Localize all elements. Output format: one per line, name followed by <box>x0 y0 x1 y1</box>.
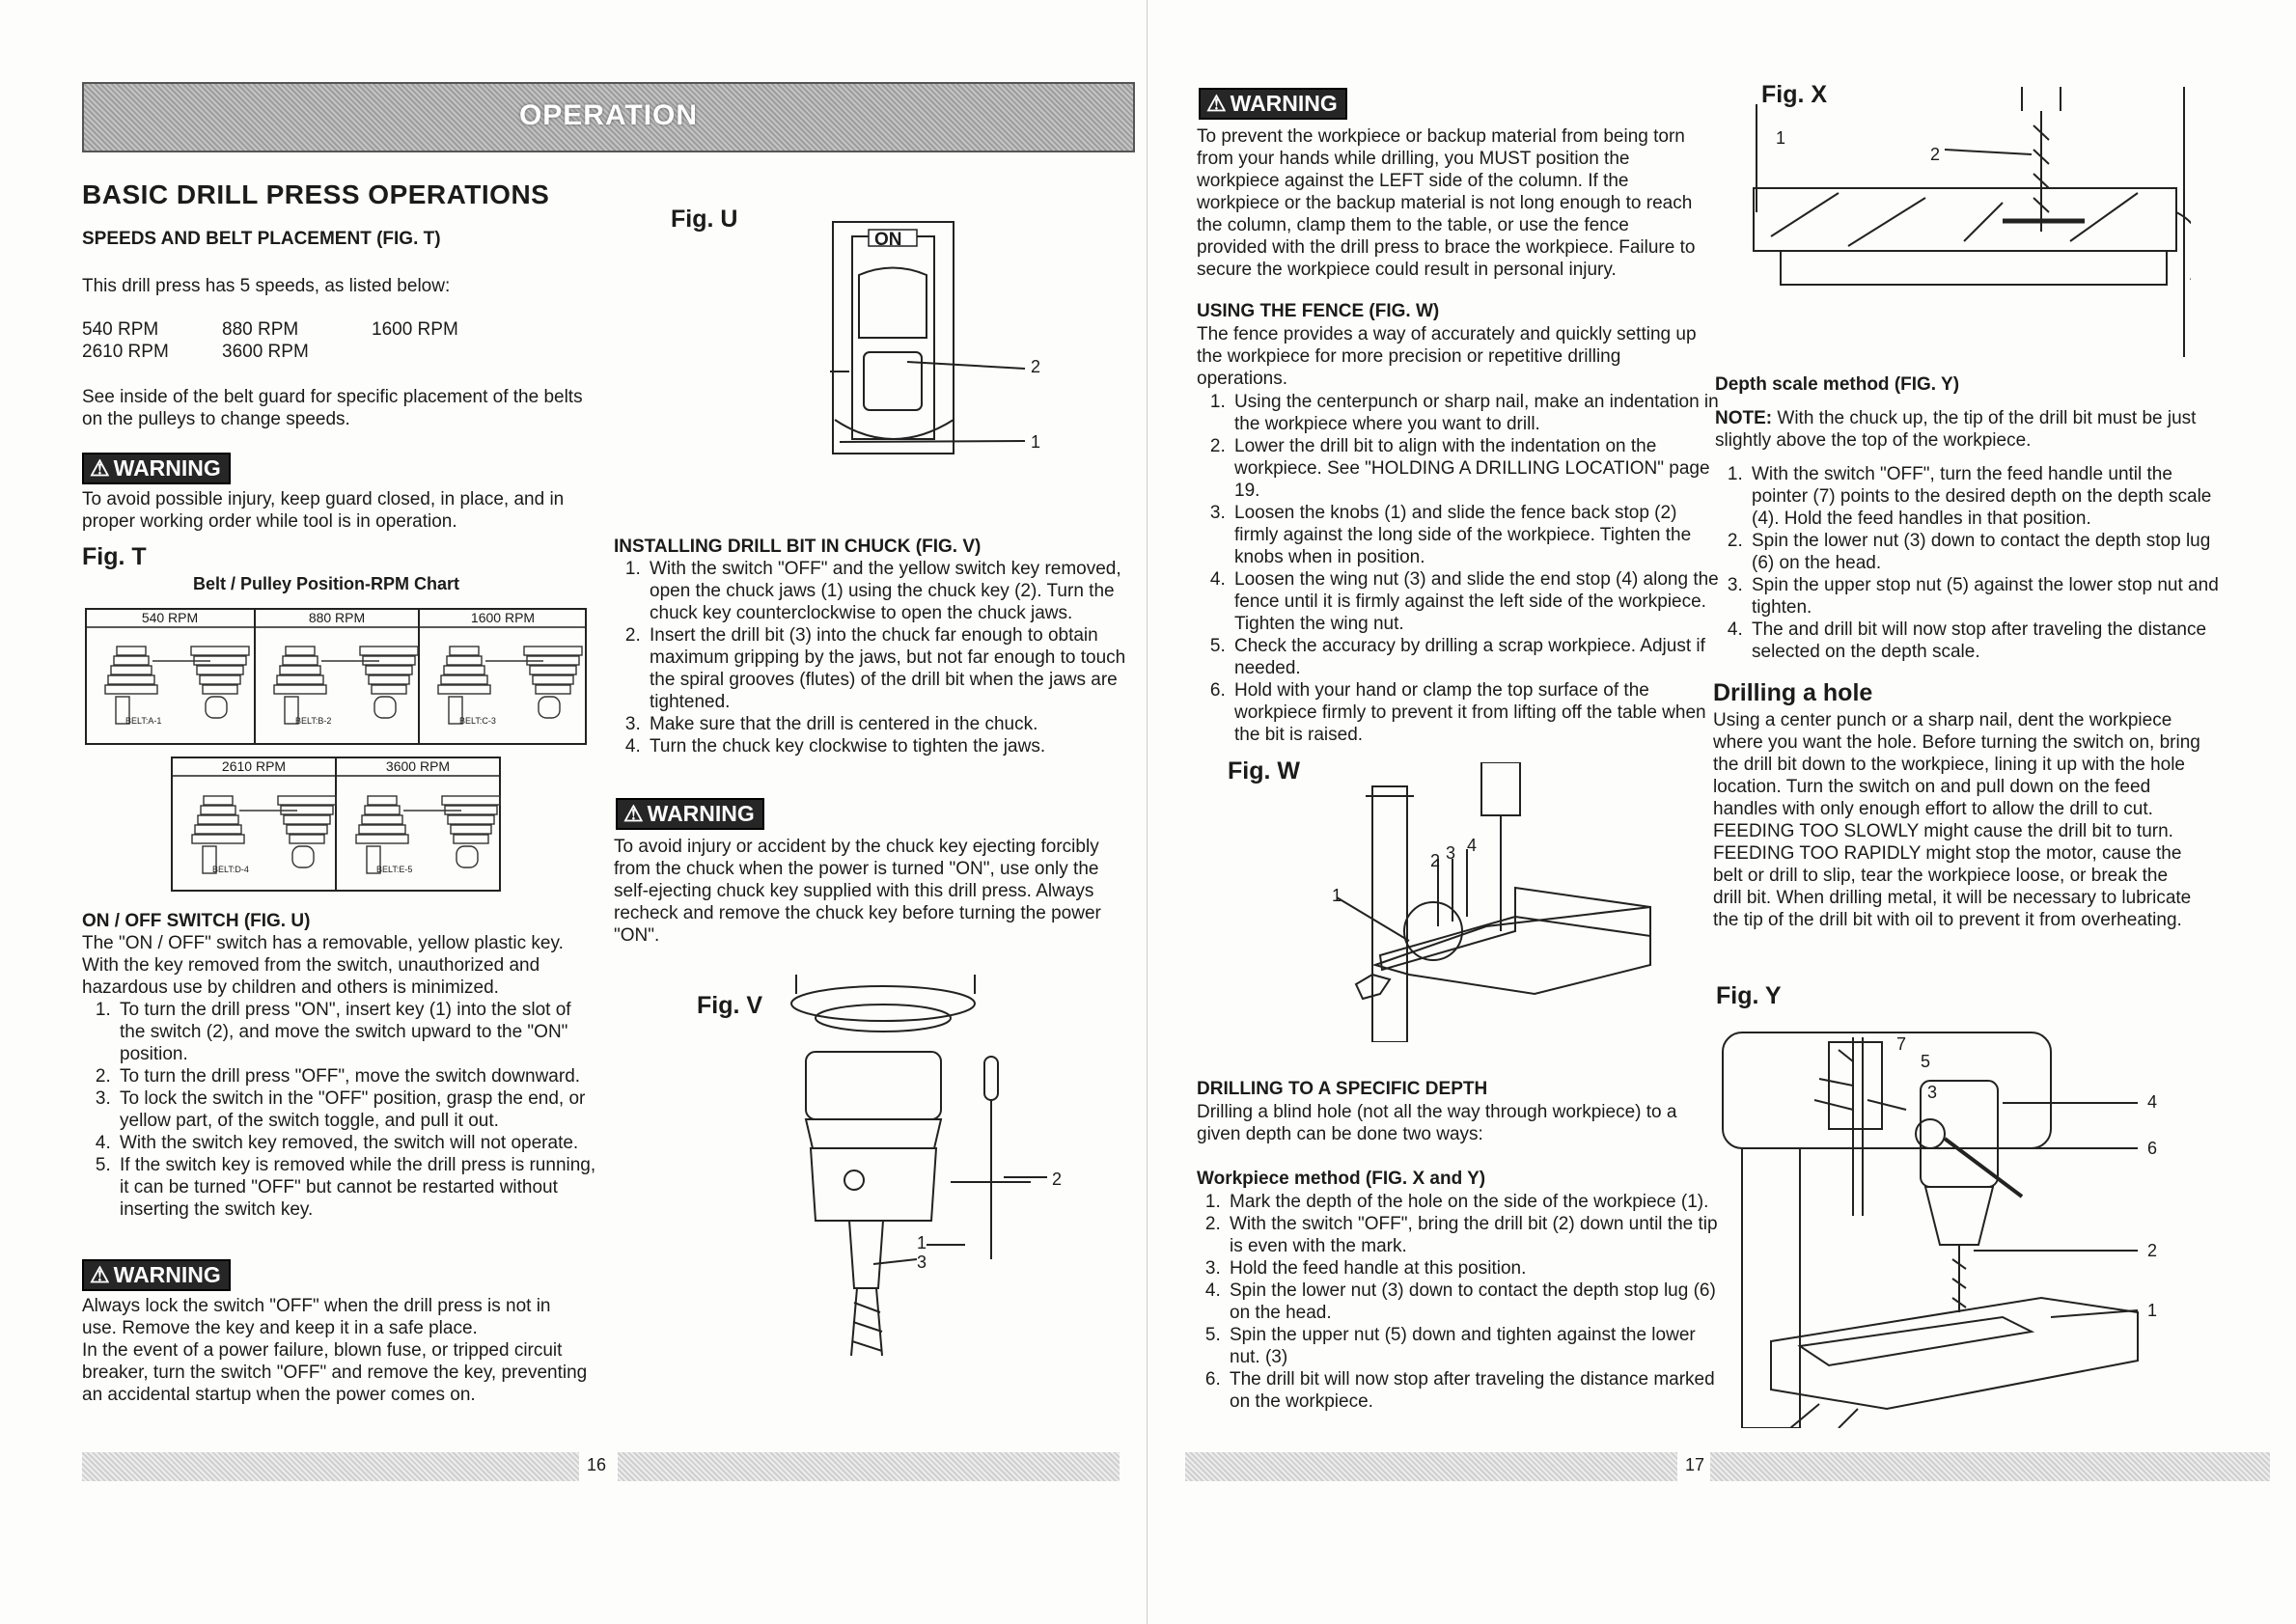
fig-y-label: Fig. Y <box>1716 982 1782 1009</box>
callout: 1 <box>1332 886 1342 905</box>
list-item: 1. Mark the depth of the hole on the side of the workpiece (1). <box>1226 1191 1718 1213</box>
depth-scale-steps <box>1715 463 2230 663</box>
list-item: 1. With the switch "OFF" and the yellow switch key removed, open the chuck jaws (1) using the chuck key (2). Turn the chuck key counterclockwise to open the chuck jaws. <box>646 558 1148 624</box>
list-item: 6. The drill bit will now stop after traveling the distance marked on the workpiece. <box>1226 1368 1718 1413</box>
page-number: 16 <box>587 1455 607 1474</box>
callout: 2 <box>1930 145 1941 164</box>
chart-title: Belt / Pulley Position-RPM Chart <box>193 574 460 593</box>
warning-label: WARNING <box>113 455 221 481</box>
warning-badge <box>82 1259 231 1291</box>
chart-belt-label: BELT:B-2 <box>295 716 332 726</box>
warning-icon: ⚠ <box>1206 91 1227 116</box>
fig-u-label: Fig. U <box>671 206 738 233</box>
list-item: 4. With the switch key removed, the switch will not operate. <box>116 1132 598 1154</box>
belt-pulley-chart <box>85 608 587 893</box>
speed-value: 540 RPM <box>82 319 159 340</box>
warning-text-part: In the event of a power failure, blown fuse, or tripped circuit breaker, turn the switch "OFF" and remove the key, preventing an accidental startup when the power comes on. <box>82 1340 588 1405</box>
section-title: BASIC DRILL PRESS OPERATIONS <box>82 179 550 209</box>
operation-header <box>82 82 1135 152</box>
fig-x-label: Fig. X <box>1761 81 1828 108</box>
list-item: 3. Make sure that the drill is centered in the chuck. <box>646 713 1148 735</box>
warning-label: WARNING <box>647 801 755 826</box>
onoff-steps <box>82 999 598 1221</box>
chart-rpm-label: 880 RPM <box>308 610 366 625</box>
footer-band <box>82 1452 579 1481</box>
page-fold <box>1147 0 1148 1624</box>
onoff-intro: The "ON / OFF" switch has a removable, yellow plastic key. With the key removed from the switch, unauthorized and hazardous use by children and others is minimized. <box>82 933 564 998</box>
fence-steps <box>1197 391 1723 746</box>
warning-text: To avoid injury or accident by the chuck key ejecting forcibly from the chuck when the power is turned "ON", use only the self-ejecting chuck key supplied with this drill press. Always recheck and remove the chuck key before turning the power "ON". <box>614 837 1101 946</box>
list-item: 2. Spin the lower nut (3) down to contact the depth stop lug (6) on the head. <box>1748 530 2230 574</box>
fence-intro: The fence provides a way of accurately and quickly setting up the workpiece for more precision or repetitive drilling operations. <box>1197 324 1697 389</box>
list-item: 5. If the switch key is removed while the drill press is running, it can be turned "OFF" but cannot be restarted without inserting the switch key. <box>116 1154 598 1221</box>
chart-belt-label: BELT:A-1 <box>125 716 162 726</box>
list-item: 2. With the switch "OFF", bring the drill bit (2) down until the tip is even with the mark. <box>1226 1213 1718 1257</box>
chart-rpm-label: 1600 RPM <box>470 610 536 625</box>
operation-title: OPERATION <box>518 99 699 131</box>
warning-text: To avoid possible injury, keep guard closed, in place, and in proper working order while tool is in operation. <box>82 489 565 532</box>
list-item: 3. Spin the upper stop nut (5) against the lower stop nut and tighten. <box>1748 574 2230 619</box>
chart-belt-label: BELT:C-3 <box>459 716 496 726</box>
list-item: 1. To turn the drill press "ON", insert key (1) into the slot of the switch (2), and move the switch upward to the "ON" position. <box>116 999 598 1065</box>
warning-icon: ⚠ <box>90 455 110 481</box>
callout: 2 <box>1031 357 1041 376</box>
note-body: With the chuck up, the tip of the drill bit must be just slightly above the top of the workpiece. <box>1715 408 2197 451</box>
warning-badge <box>82 453 231 484</box>
callout: 3 <box>1446 843 1456 863</box>
list-item: 3. To lock the switch in the "OFF" position, grasp the end, or yellow part, of the switch toggle, and pull it out. <box>116 1087 598 1132</box>
footer-band <box>1710 1452 2270 1481</box>
list-item: 3. Loosen the knobs (1) and slide the fence back stop (2) firmly against the long side of the workpiece. Tighten the knobs when in position. <box>1231 502 1723 568</box>
list-item: 1. With the switch "OFF", turn the feed handle until the pointer (7) points to the desired depth on the depth scale (4). Hold the feed handles in that position. <box>1748 463 2230 530</box>
fig-x-workpiece-drawing <box>1752 87 2191 357</box>
list-item: 4. Loosen the wing nut (3) and slide the end stop (4) along the fence until it is firmly against the left side of the workpiece. Tighten the wing nut. <box>1231 568 1723 635</box>
callout: 2 <box>2147 1241 2158 1260</box>
callout: 4 <box>1467 836 1478 855</box>
list-item: 2. To turn the drill press "OFF", move the switch downward. <box>116 1065 598 1087</box>
fig-u-switch-drawing <box>811 217 1062 468</box>
list-item: 2. Lower the drill bit to align with the indentation on the workpiece. See "HOLDING A DRILLING LOCATION" page 19. <box>1231 435 1723 502</box>
callout: 3 <box>1927 1083 1938 1102</box>
callout: 1 <box>2147 1301 2158 1320</box>
onoff-heading: ON / OFF SWITCH (FIG. U) <box>82 911 311 931</box>
callout: 1 <box>917 1233 927 1252</box>
warning-text <box>82 1295 589 1406</box>
chart-rpm-label: 540 RPM <box>141 610 199 625</box>
speed-value: 3600 RPM <box>222 342 309 362</box>
fig-v-label: Fig. V <box>697 992 763 1019</box>
list-item: 3. Hold the feed handle at this position. <box>1226 1257 1718 1280</box>
warning-icon: ⚠ <box>90 1262 110 1287</box>
workpiece-heading: Workpiece method (FIG. X and Y) <box>1197 1169 1486 1189</box>
pulley-diagrams <box>85 608 587 893</box>
list-item: 5. Spin the upper nut (5) down and tighten against the lower nut. (3) <box>1226 1324 1718 1368</box>
chart-rpm-label: 3600 RPM <box>385 758 451 774</box>
speed-value: 1600 RPM <box>372 319 458 340</box>
callout: 7 <box>1896 1034 1907 1054</box>
chuck-steps <box>614 558 1148 757</box>
fig-w-label: Fig. W <box>1228 757 1300 784</box>
list-item: 4. Spin the lower nut (3) down to contact the depth stop lug (6) on the head. <box>1226 1280 1718 1324</box>
depth-scale-heading: Depth scale method (FIG. Y) <box>1715 374 1960 395</box>
fig-w-fence-drawing <box>1322 762 1670 1042</box>
depth-heading: DRILLING TO A SPECIFIC DEPTH <box>1197 1079 1488 1099</box>
warning-icon: ⚠ <box>623 801 644 826</box>
list-item: 5. Check the accuracy by drilling a scrap workpiece. Adjust if needed. <box>1231 635 1723 679</box>
warning-label: WARNING <box>1230 91 1338 116</box>
warning-text: To prevent the workpiece or backup material from being torn from your hands while drilling, you MUST position the workpiece against the LEFT side of the column. If the workpiece or the backup material is not long enough to reach the column, clamp them to the table, or use the fence provided with the drill press to brace the workpiece. Failure to secure the workpiece could result in personal injury. <box>1197 126 1696 280</box>
warning-label: WARNING <box>113 1262 221 1287</box>
callout: 2 <box>1430 851 1441 870</box>
fence-heading: USING THE FENCE (FIG. W) <box>1197 301 1440 321</box>
page-number: 17 <box>1685 1455 1705 1474</box>
list-item: 2. Insert the drill bit (3) into the chuck far enough to obtain maximum gripping by the jaws, but not far enough to touch the spiral grooves (flutes) of the drill bit when the jaws are tightened. <box>646 624 1148 713</box>
warning-badge <box>1199 88 1347 120</box>
speeds-intro: This drill press has 5 speeds, as listed below: <box>82 276 451 296</box>
note-text <box>1715 407 2198 452</box>
workpiece-steps <box>1197 1191 1718 1413</box>
drilling-heading: Drilling a hole <box>1713 679 1873 706</box>
warning-badge <box>616 798 764 830</box>
speeds-list <box>82 318 526 363</box>
drilling-text <box>1713 709 2200 931</box>
depth-intro: Drilling a blind hole (not all the way through workpiece) to a given depth can be done two ways: <box>1197 1102 1677 1144</box>
chuck-heading: INSTALLING DRILL BIT IN CHUCK (FIG. V) <box>614 537 982 557</box>
list-item: 1. Using the centerpunch or sharp nail, make an indentation in the workpiece where you want to drill. <box>1231 391 1723 435</box>
list-item: 4. Turn the chuck key clockwise to tighten the jaws. <box>646 735 1148 757</box>
speed-value: 880 RPM <box>222 319 299 340</box>
callout: 1 <box>1776 128 1786 148</box>
callout: 6 <box>2147 1139 2158 1158</box>
callout: 3 <box>917 1252 927 1272</box>
list-item: 6. Hold with your hand or clamp the top surface of the workpiece firmly to prevent it from lifting off the table when the bit is raised. <box>1231 679 1723 746</box>
callout: 5 <box>1921 1052 1931 1071</box>
drilling-paragraph: FEEDING TOO SLOWLY might cause the drill bit to turn. FEEDING TOO RAPIDLY might stop the motor, cause the belt or drill to slip, tear the workpiece loose, or break the drill bit. When drilling metal, it will be necessary to lubricate the tip of the drill bit with oil to prevent it from overheating. <box>1713 821 2192 930</box>
footer-band <box>618 1452 1120 1481</box>
drilling-paragraph: Using a center punch or a sharp nail, dent the workpiece where you want the hole. Before turning the switch on, bring the drill bit down to the workpiece, lining it up with the hole location. Turn the switch on and pull down on the feed handles with only enough effort to allow the drill to cut. <box>1713 710 2200 819</box>
speeds-heading: SPEEDS AND BELT PLACEMENT (FIG. T) <box>82 229 441 249</box>
callout: 2 <box>1052 1170 1063 1189</box>
belt-note: See inside of the belt guard for specific placement of the belts on the pulleys to change speeds. <box>82 387 583 429</box>
chart-belt-label: BELT:E-5 <box>376 865 413 874</box>
callout: 4 <box>2147 1092 2158 1112</box>
fig-v-chuck-drawing <box>782 970 1071 1361</box>
note-label: NOTE: <box>1715 408 1773 428</box>
warning-text-part: Always lock the switch "OFF" when the drill press is not in use. Remove the key and keep it in a safe place. <box>82 1296 551 1338</box>
fig-u-on-label: ON <box>874 230 902 250</box>
speed-value: 2610 RPM <box>82 342 169 362</box>
fig-t-label: Fig. T <box>82 543 147 570</box>
footer-band <box>1185 1452 1677 1481</box>
callout: 1 <box>1031 432 1041 452</box>
fig-y-depth-drawing <box>1713 1023 2167 1428</box>
list-item: 4. The and drill bit will now stop after traveling the distance selected on the depth scale. <box>1748 619 2230 663</box>
chart-rpm-label: 2610 RPM <box>221 758 287 774</box>
chart-belt-label: BELT:D-4 <box>212 865 249 874</box>
